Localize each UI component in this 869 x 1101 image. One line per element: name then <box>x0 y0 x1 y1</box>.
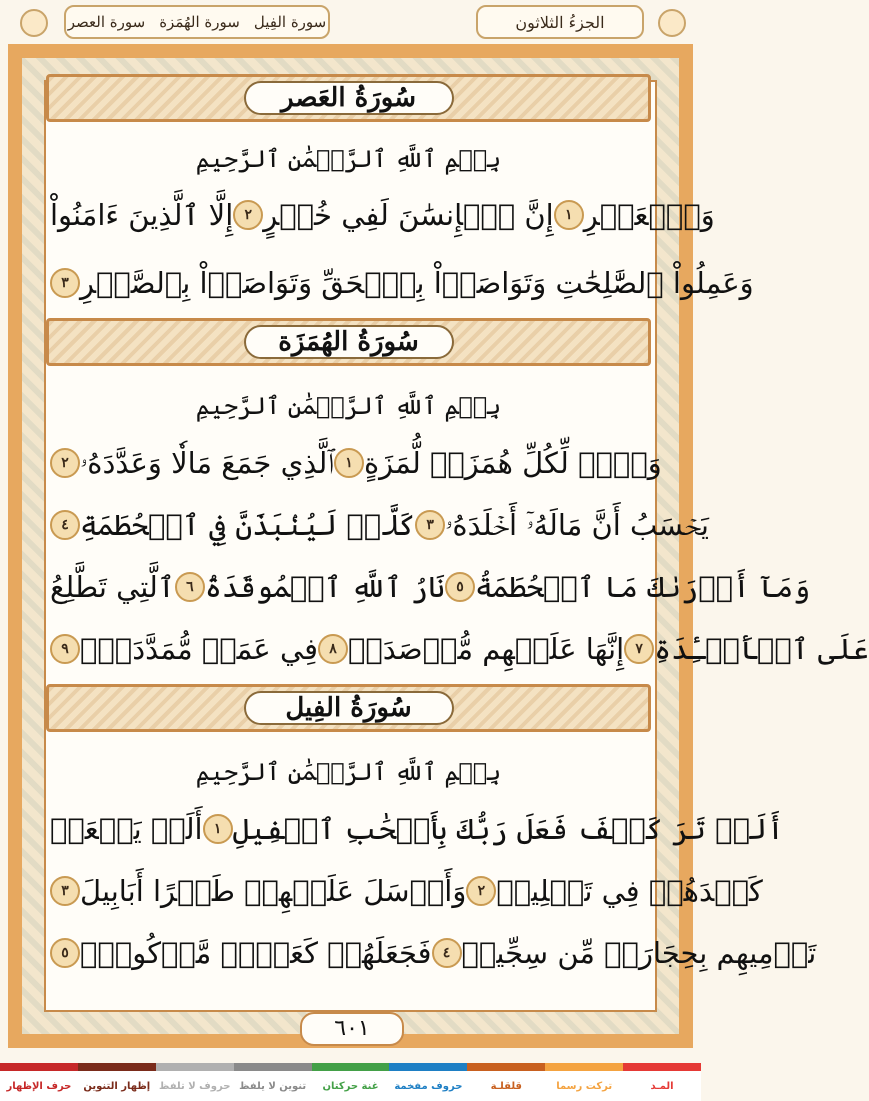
ayah-number-marker: ٢ <box>233 200 263 230</box>
legend-label: قلقلـة <box>490 1081 522 1092</box>
page-header <box>6 3 695 41</box>
ayah-number-marker: ٣ <box>50 876 80 906</box>
verse-text: إِلَّا ٱلَّذِينَ ءَامَنُواْ <box>50 198 234 232</box>
ayah-number-marker: ١ <box>203 814 233 844</box>
verse-text: ٱلَّذِي جَمَعَ مَالٗا وَعَدَّدَهُۥ <box>80 445 334 480</box>
legend-label: حروف مفخمة <box>394 1081 463 1092</box>
verse-line <box>50 562 811 612</box>
legend-item <box>234 1063 312 1101</box>
ornament-icon <box>658 9 686 37</box>
surah-title: سُورَةُ العَصر <box>244 81 454 115</box>
verse-line <box>50 804 784 854</box>
verse-text: وَعَمِلُواْ ٱلصَّٰلِحَٰتِ وَتَوَاصَوۡاْ بِٱلۡحَقِّ وَتَوَاصَوۡاْ بِٱلصَّبۡرِ <box>80 266 754 300</box>
legend-color-bar <box>467 1063 545 1071</box>
verse-text: أَلَمۡ تَرَ كَيۡفَ فَعَلَ رَبُّكَ بِأَصۡحَٰبِ ٱلۡفِيلِ <box>232 812 784 846</box>
tajweed-legend <box>0 1063 701 1101</box>
ayah-number-marker: ٩ <box>50 634 80 664</box>
legend-item <box>156 1063 234 1101</box>
page-number: ٦٠١ <box>300 1012 404 1046</box>
surah-title: سُورَةُ الفِيل <box>244 691 454 725</box>
ayah-number-marker: ٦ <box>175 572 205 602</box>
legend-item <box>389 1063 467 1101</box>
verse-line <box>50 258 754 308</box>
legend-label: تنوين لا يلفظ <box>239 1081 307 1092</box>
header-surah-name: سورة الفِيل <box>253 13 327 31</box>
ayah-number-marker: ١ <box>554 200 584 230</box>
legend-item <box>545 1063 623 1101</box>
verse-text: تَرۡمِيهِم بِحِجَارَةٖ مِّن سِجِّيلٖ <box>461 936 817 970</box>
legend-color-bar <box>234 1063 312 1071</box>
verse-text: نَارُ ٱللَّهِ ٱلۡمُوقَدَةُ <box>204 570 446 604</box>
verse-line <box>50 190 715 240</box>
legend-item <box>78 1063 156 1101</box>
legend-label: المـد <box>650 1081 674 1092</box>
basmala: بِسۡمِ ٱللَّهِ ٱلرَّحۡمَٰنِ ٱلرَّحِيمِ <box>195 758 502 786</box>
ayah-number-marker: ٤ <box>432 938 462 968</box>
verse-line <box>50 500 709 550</box>
verse-text: إِنَّ ٱلۡإِنسَٰنَ لَفِي خُسۡرٍ <box>263 198 554 232</box>
verse-text: أَلَمۡ يَجۡعَلۡ <box>50 812 203 846</box>
basmala: بِسۡمِ ٱللَّهِ ٱلرَّحۡمَٰنِ ٱلرَّحِيمِ <box>195 145 502 173</box>
verse-line <box>50 438 662 488</box>
ayah-number-marker: ٥ <box>50 938 80 968</box>
surah-banner-humazah <box>46 318 651 366</box>
verse-text: عَلَى ٱلۡأَفۡـِٔدَةِ <box>654 632 869 666</box>
ayah-number-marker: ٢ <box>466 876 496 906</box>
verse-line <box>50 624 869 674</box>
legend-color-bar <box>623 1063 701 1071</box>
legend-item <box>467 1063 545 1101</box>
legend-color-bar <box>545 1063 623 1071</box>
verse-text: إِنَّهَا عَلَيۡهِم مُّؤۡصَدَةٞ <box>348 632 625 666</box>
juz-title: الجزءُ الثلاثون <box>515 12 605 32</box>
ayah-number-marker: ٧ <box>624 634 654 664</box>
verse-text: فِي عَمَدٖ مُّمَدَّدَةِۭ <box>80 632 318 666</box>
legend-color-bar <box>312 1063 390 1071</box>
legend-label: إظهار التنوين <box>83 1081 151 1092</box>
legend-color-bar <box>389 1063 467 1071</box>
ornament-icon <box>20 9 48 37</box>
legend-color-bar <box>0 1063 78 1071</box>
verse-text: يَحۡسَبُ أَنَّ مَالَهُۥٓ أَخۡلَدَهُۥ <box>445 507 709 542</box>
ayah-number-marker: ٤ <box>50 510 80 540</box>
verse-text: كَلَّاۖ لَيُنۢبَذَنَّ فِي ٱلۡحُطَمَةِ <box>80 508 416 542</box>
verse-line <box>50 928 817 978</box>
ayah-number-marker: ٢ <box>50 448 80 478</box>
legend-label: حروف لا تلفظ <box>159 1081 231 1092</box>
legend-label: غنة حركتان <box>322 1081 379 1092</box>
verse-text: فَجَعَلَهُمۡ كَعَصۡفٖ مَّأۡكُولِۭ <box>80 936 432 970</box>
legend-label: حرف الإظهار <box>6 1081 72 1092</box>
legend-item <box>0 1063 78 1101</box>
verse-line <box>50 866 763 916</box>
legend-color-bar <box>156 1063 234 1071</box>
verse-text: وَمَآ أَدۡرَىٰكَ مَا ٱلۡحُطَمَةُ <box>475 570 811 604</box>
header-surah-name: سورة الهُمَزة <box>159 13 240 31</box>
legend-item <box>312 1063 390 1101</box>
surah-banner-fil <box>46 684 651 732</box>
verse-text: كَيۡدَهُمۡ فِي تَضۡلِيلٖ <box>496 874 763 908</box>
legend-color-bar <box>78 1063 156 1071</box>
ayah-number-marker: ٣ <box>50 268 80 298</box>
legend-item <box>623 1063 701 1101</box>
ayah-number-marker: ٥ <box>445 572 475 602</box>
surah-title: سُورَةُ الهُمَزَة <box>244 325 454 359</box>
ayah-number-marker: ٨ <box>318 634 348 664</box>
juz-box <box>476 5 644 39</box>
ayah-number-marker: ١ <box>334 448 364 478</box>
verse-text: ٱلَّتِي تَطَّلِعُ <box>50 570 175 604</box>
surah-names-box <box>64 5 330 39</box>
surah-banner-asr <box>46 74 651 122</box>
legend-label: تركت رسما <box>556 1081 613 1092</box>
verse-text: وَأَرۡسَلَ عَلَيۡهِمۡ طَيۡرًا أَبَابِيلَ <box>80 874 467 908</box>
header-surah-name: سورة العصر <box>67 13 146 31</box>
verse-text: وَٱلۡعَصۡرِ <box>583 198 715 232</box>
basmala: بِسۡمِ ٱللَّهِ ٱلرَّحۡمَٰنِ ٱلرَّحِيمِ <box>195 392 502 420</box>
ayah-number-marker: ٣ <box>415 510 445 540</box>
verse-text: وَيۡلٞ لِّكُلِّ هُمَزَةٖ لُّمَزَةٍ <box>363 446 662 480</box>
